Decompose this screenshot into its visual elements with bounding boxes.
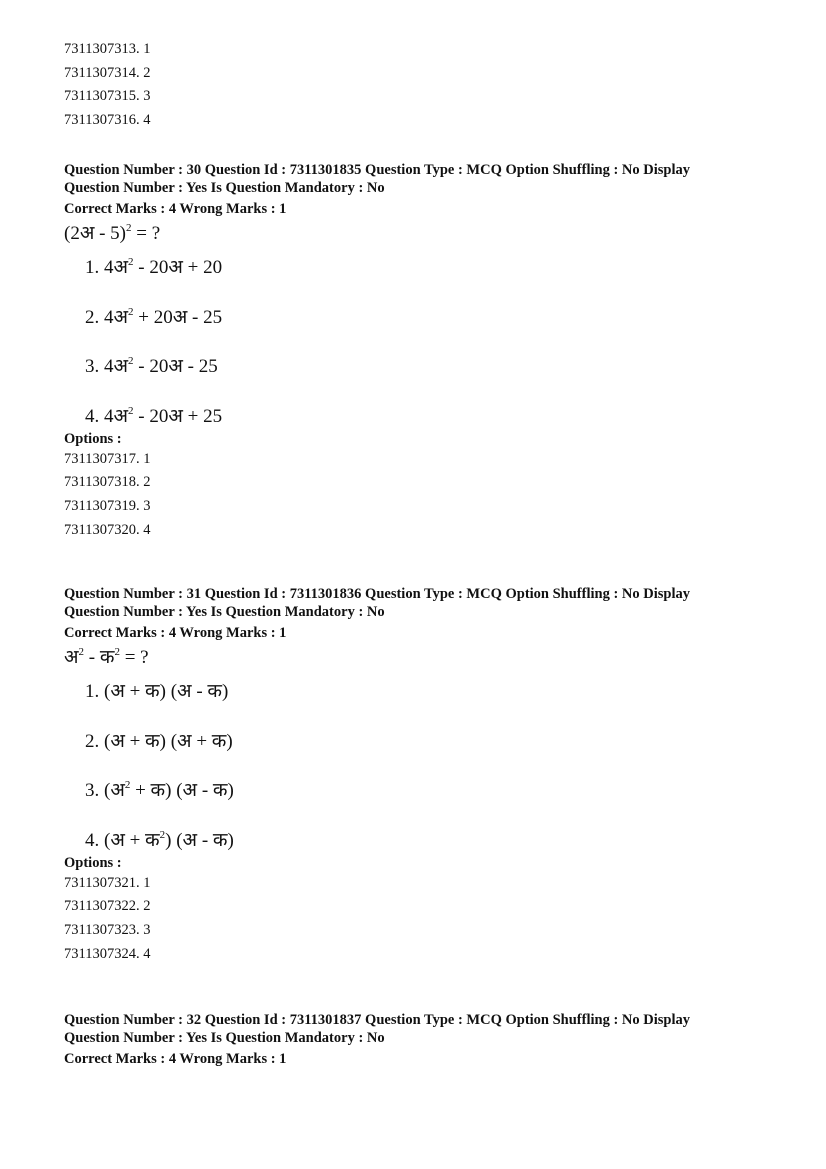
question-marks: Correct Marks : 4 Wrong Marks : 1 <box>64 625 287 641</box>
answer-choices <box>85 679 764 854</box>
answer-choice: 2. (अ + क) (अ + क) <box>85 730 233 752</box>
question-31 <box>64 585 764 966</box>
answer-choice: 1. 4अ$^2$ - 20अ + 20 <box>85 255 223 278</box>
question-marks: Correct Marks : 4 Wrong Marks : 1 <box>64 201 287 217</box>
option-id-line: 7311307319. 3 <box>64 497 151 514</box>
option-id-line: 7311307324. 4 <box>64 945 151 962</box>
answer-choice: 2. 4अ$^2$ + 20अ - 25 <box>85 305 223 328</box>
option-id-line: 7311307320. 4 <box>64 521 151 538</box>
answer-choice: 4. (अ + क$^2$) (अ - क) <box>85 828 234 851</box>
answer-choice: 3. 4अ$^2$ - 20अ - 25 <box>85 354 218 377</box>
question-30 <box>64 161 764 542</box>
question-header-line2: Question Number : Yes Is Question Mandatory : No <box>64 180 385 196</box>
option-id-line: 7311307314. 2 <box>64 64 151 81</box>
prev-question-options <box>64 38 764 133</box>
option-id-line: 7311307315. 3 <box>64 88 151 105</box>
answer-choice: 4. 4अ$^2$ - 20अ + 25 <box>85 404 223 427</box>
option-id-line: 7311307321. 1 <box>64 874 151 891</box>
question-header-line2: Question Number : Yes Is Question Mandatory : No <box>64 1030 385 1046</box>
question-header-line2: Question Number : Yes Is Question Mandatory : No <box>64 604 385 620</box>
question-header-line1: Question Number : 32 Question Id : 7311301837 Question Type : MCQ Option Shuffling : No Display <box>64 1012 690 1028</box>
question-marks: Correct Marks : 4 Wrong Marks : 1 <box>64 1051 287 1067</box>
option-id-line: 7311307322. 2 <box>64 898 151 915</box>
question-text: (2अ - 5)$^2$ = ? <box>64 221 161 244</box>
option-id-line: 7311307316. 4 <box>64 112 151 129</box>
option-id-line: 7311307318. 2 <box>64 474 151 491</box>
question-header-line1: Question Number : 31 Question Id : 7311301836 Question Type : MCQ Option Shuffling : No Display <box>64 586 690 602</box>
option-id-line: 7311307323. 3 <box>64 921 151 938</box>
question-header-line1: Question Number : 30 Question Id : 7311301835 Question Type : MCQ Option Shuffling : No Display <box>64 162 690 178</box>
question-text: अ$^2$ - क$^2$ = ? <box>64 645 149 668</box>
question-32 <box>64 1011 764 1069</box>
options-label: Options : <box>64 430 122 447</box>
options-label: Options : <box>64 854 122 871</box>
answer-choice: 1. (अ + क) (अ - क) <box>85 681 229 702</box>
answer-choices <box>85 255 764 430</box>
option-id-line: 7311307317. 1 <box>64 450 151 467</box>
answer-choice: 3. (अ$^2$ + क) (अ - क) <box>85 778 234 801</box>
option-id-line: 7311307313. 1 <box>64 41 151 57</box>
